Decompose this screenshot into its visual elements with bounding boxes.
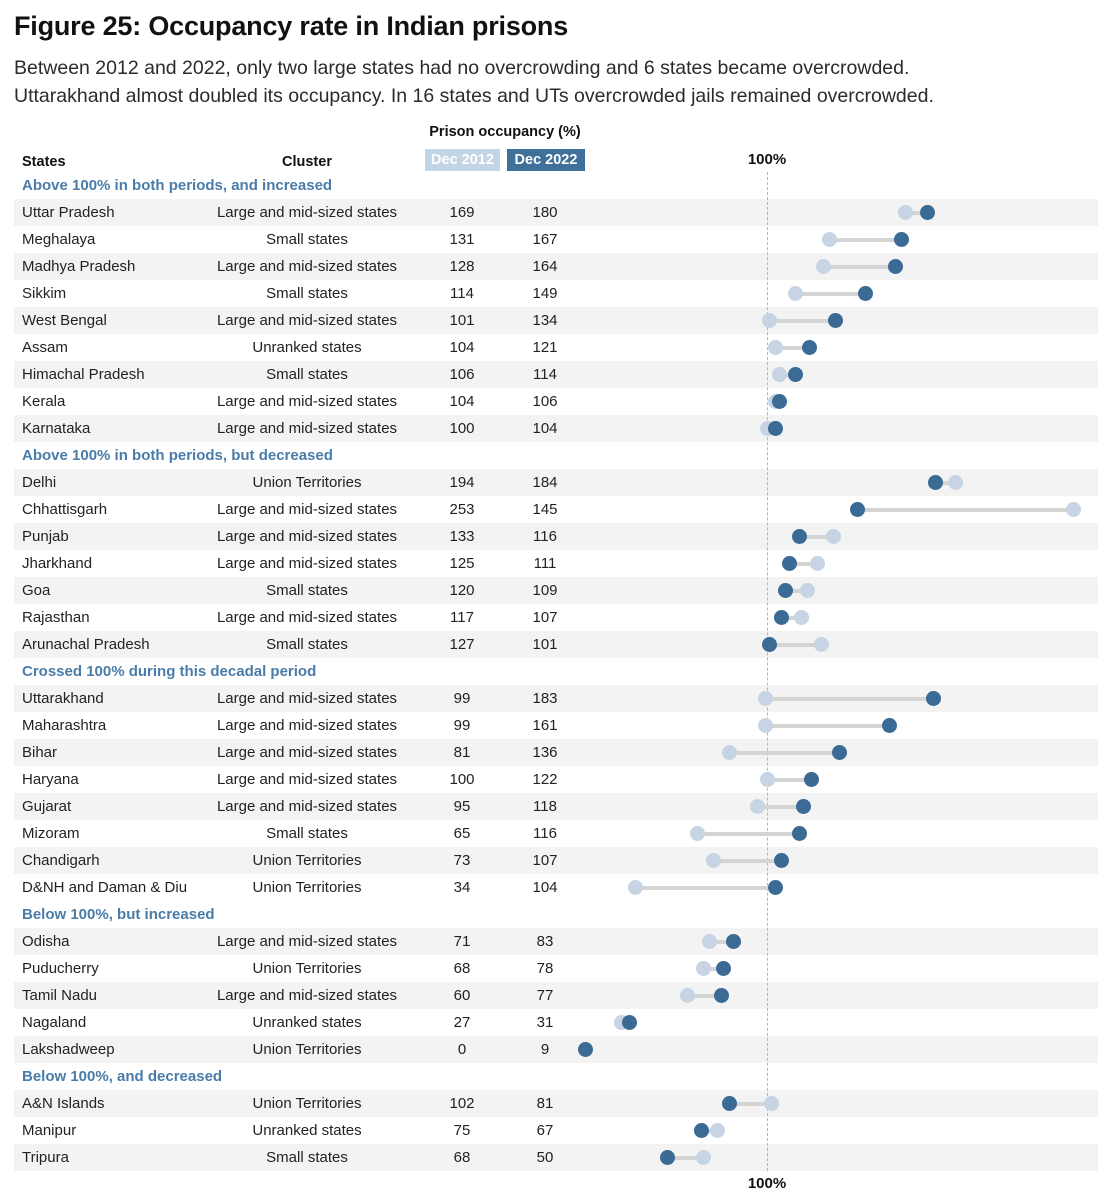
- state-name: Mizoram: [22, 825, 80, 842]
- table-row: [14, 523, 1098, 550]
- dot-2012: [696, 961, 711, 976]
- value-2012: 81: [453, 744, 471, 761]
- state-name: West Bengal: [22, 312, 107, 329]
- dot-2012: [768, 340, 783, 355]
- table-row: [14, 334, 1098, 361]
- value-2022: 180: [532, 204, 558, 221]
- table-row: [14, 1090, 1098, 1117]
- table-row: [14, 307, 1098, 334]
- dot-2022: [660, 1150, 675, 1165]
- dot-2012: [794, 610, 809, 625]
- value-2012: 60: [453, 987, 471, 1004]
- state-name: Gujarat: [22, 798, 72, 815]
- cluster-label: Small states: [266, 636, 348, 653]
- state-name: Chandigarh: [22, 852, 100, 869]
- cluster-label: Large and mid-sized states: [216, 771, 398, 788]
- cluster-label: Large and mid-sized states: [216, 798, 398, 815]
- value-2012: 100: [449, 771, 475, 788]
- cluster-label: Small states: [266, 1149, 348, 1166]
- dot-2012: [702, 934, 717, 949]
- dot-2012: [826, 529, 841, 544]
- state-name: Delhi: [22, 474, 57, 491]
- value-2022: 116: [533, 825, 557, 842]
- table-row: [14, 253, 1098, 280]
- dot-2022: [894, 232, 909, 247]
- value-2012: 99: [453, 690, 471, 707]
- state-name: Bihar: [22, 744, 58, 761]
- cluster-label: Large and mid-sized states: [216, 204, 398, 221]
- value-2022: 161: [532, 717, 558, 734]
- value-2022: 184: [532, 474, 558, 491]
- dot-2012: [696, 1150, 711, 1165]
- value-2012: 68: [453, 1149, 471, 1166]
- dot-2022: [714, 988, 729, 1003]
- dot-2022: [920, 205, 935, 220]
- dot-2022: [802, 340, 817, 355]
- reference-label-top: 100%: [747, 151, 787, 168]
- figure-title: Figure 25: Occupancy rate in Indian prisons: [14, 11, 569, 41]
- value-2012: 73: [453, 852, 471, 869]
- reference-label-bottom: 100%: [747, 1175, 787, 1192]
- subtitle-line-1: Between 2012 and 2022, only two large states had no overcrowding and 6 states became overcrowded.: [14, 57, 910, 79]
- value-2012: 114: [450, 285, 474, 302]
- dot-2012: [772, 367, 787, 382]
- dot-2022: [716, 961, 731, 976]
- state-name: Arunachal Pradesh: [22, 636, 150, 653]
- state-name: Uttarakhand: [22, 690, 104, 707]
- value-2012: 34: [453, 879, 471, 896]
- dot-2022: [774, 610, 789, 625]
- cluster-label: Union Territories: [252, 852, 362, 869]
- dot-2012: [1066, 502, 1081, 517]
- value-2022: 104: [532, 420, 558, 437]
- state-name: Tamil Nadu: [22, 987, 98, 1004]
- section-header: Crossed 100% during this decadal period: [22, 663, 317, 680]
- dot-2012: [760, 772, 775, 787]
- value-2022: 122: [532, 771, 558, 788]
- cluster-label: Union Territories: [252, 474, 362, 491]
- state-name: Nagaland: [22, 1014, 87, 1031]
- dot-2012: [816, 259, 831, 274]
- table-row: [14, 1117, 1098, 1144]
- cluster-label: Large and mid-sized states: [216, 528, 398, 545]
- value-2012: 75: [453, 1122, 471, 1139]
- state-name: Sikkim: [22, 285, 67, 302]
- cluster-label: Union Territories: [252, 960, 362, 977]
- subtitle-line-2: Uttarakhand almost doubled its occupancy. In 16 states and UTs overcrowded jails remained overcrowded.: [14, 84, 934, 107]
- table-row: [14, 820, 1098, 847]
- dot-2022: [792, 826, 807, 841]
- table-row: [14, 388, 1098, 415]
- table-row: [14, 739, 1098, 766]
- value-2022: 134: [532, 312, 558, 329]
- dot-2022: [792, 529, 807, 544]
- dot-2022: [694, 1123, 709, 1138]
- dot-2012: [948, 475, 963, 490]
- value-2012: 133: [449, 528, 475, 545]
- state-name: Maharashtra: [22, 717, 107, 734]
- state-name: Karnataka: [22, 420, 91, 437]
- state-name: D&NH and Daman & Diu: [22, 879, 188, 896]
- cluster-label: Large and mid-sized states: [216, 420, 398, 437]
- table-row: [14, 415, 1098, 442]
- state-name: Chhattisgarh: [22, 501, 108, 518]
- table-row: [14, 631, 1098, 658]
- state-name: Haryana: [22, 771, 79, 788]
- dot-2022: [782, 556, 797, 571]
- chart-header: [14, 110, 1098, 172]
- value-2022: 121: [532, 339, 558, 356]
- value-2022: 31: [536, 1014, 554, 1031]
- state-name: Odisha: [22, 933, 70, 950]
- value-2012: 95: [453, 798, 471, 815]
- table-row: [14, 496, 1098, 523]
- state-name: Himachal Pradesh: [22, 366, 145, 383]
- cluster-label: Large and mid-sized states: [216, 987, 398, 1004]
- cluster-label: Large and mid-sized states: [216, 690, 398, 707]
- value-2012: 253: [449, 501, 475, 518]
- table-row: [14, 577, 1098, 604]
- dot-2012: [800, 583, 815, 598]
- dumbbell-connector: [765, 724, 889, 728]
- dot-2022: [796, 799, 811, 814]
- dot-2022: [832, 745, 847, 760]
- cluster-label: Union Territories: [252, 1041, 362, 1058]
- value-2022: 9: [540, 1041, 550, 1058]
- table-row: [14, 1036, 1098, 1063]
- dumbbell-connector: [713, 859, 781, 863]
- value-2022: 81: [536, 1095, 554, 1112]
- value-2022: 106: [532, 393, 558, 410]
- dot-2022: [858, 286, 873, 301]
- dot-2022: [926, 691, 941, 706]
- value-2012: 65: [453, 825, 471, 842]
- dot-2012: [822, 232, 837, 247]
- section-header: Below 100%, and decreased: [22, 1068, 223, 1085]
- cluster-label: Large and mid-sized states: [216, 609, 398, 626]
- value-2012: 104: [449, 393, 475, 410]
- value-2012: 131: [449, 231, 475, 248]
- table-row: [14, 982, 1098, 1009]
- dumbbell-connector: [729, 751, 839, 755]
- table-row: [14, 685, 1098, 712]
- table-row: [14, 766, 1098, 793]
- dumbbell-connector: [769, 319, 835, 323]
- value-2022: 149: [532, 285, 558, 302]
- dot-2012: [814, 637, 829, 652]
- figure-subtitle: [14, 55, 1098, 110]
- cluster-label: Small states: [266, 825, 348, 842]
- dumbbell-connector: [795, 292, 865, 296]
- column-header-cluster: Cluster: [282, 154, 332, 170]
- dot-2022: [828, 313, 843, 328]
- occupancy-axis-label: Prison occupancy (%): [429, 124, 581, 140]
- cluster-label: Large and mid-sized states: [216, 555, 398, 572]
- value-2012: 102: [449, 1095, 475, 1112]
- state-name: A&N Islands: [22, 1095, 105, 1112]
- dot-2022: [804, 772, 819, 787]
- dot-2022: [772, 394, 787, 409]
- dot-2022: [774, 853, 789, 868]
- table-row: [14, 550, 1098, 577]
- value-2022: 50: [536, 1149, 554, 1166]
- state-name: Madhya Pradesh: [22, 258, 136, 275]
- dot-2012: [758, 691, 773, 706]
- value-2012: 101: [449, 312, 475, 329]
- cluster-label: Small states: [266, 285, 348, 302]
- value-2022: 77: [536, 987, 554, 1004]
- value-2012: 68: [453, 960, 471, 977]
- table-row: [14, 469, 1098, 496]
- state-name: Assam: [22, 339, 68, 356]
- value-2022: 67: [536, 1122, 554, 1139]
- value-2012: 194: [449, 474, 475, 491]
- state-name: Jharkhand: [22, 555, 93, 572]
- cluster-label: Unranked states: [252, 339, 362, 356]
- value-2022: 107: [532, 852, 558, 869]
- dot-2022: [768, 880, 783, 895]
- cluster-label: Large and mid-sized states: [216, 717, 398, 734]
- dumbbell-connector: [765, 697, 933, 701]
- dot-2012: [810, 556, 825, 571]
- cluster-label: Small states: [266, 582, 348, 599]
- value-2022: 164: [532, 258, 558, 275]
- table-row: [14, 1144, 1098, 1171]
- dumbbell-connector: [829, 238, 901, 242]
- cluster-label: Unranked states: [252, 1122, 362, 1139]
- table-row: [14, 712, 1098, 739]
- value-2012: 100: [449, 420, 475, 437]
- value-2022: 116: [533, 528, 557, 545]
- value-2012: 169: [449, 204, 475, 221]
- dot-2012: [710, 1123, 725, 1138]
- value-2022: 101: [532, 636, 558, 653]
- table-row: [14, 199, 1098, 226]
- table-row: [14, 793, 1098, 820]
- dot-2012: [628, 880, 643, 895]
- state-name: Puducherry: [22, 960, 99, 977]
- state-name: Goa: [22, 582, 51, 599]
- dot-2022: [578, 1042, 593, 1057]
- table-row: [14, 874, 1098, 901]
- section-header: Above 100% in both periods, but decreased: [22, 447, 333, 464]
- dumbbell-connector: [857, 508, 1073, 512]
- cluster-label: Small states: [266, 231, 348, 248]
- state-name: Punjab: [22, 528, 69, 545]
- table-row: [14, 226, 1098, 253]
- value-2012: 127: [449, 636, 475, 653]
- cluster-label: Union Territories: [252, 879, 362, 896]
- table-row: [14, 847, 1098, 874]
- value-2012: 117: [450, 609, 474, 626]
- dot-2022: [762, 637, 777, 652]
- state-name: Uttar Pradesh: [22, 204, 115, 221]
- dot-2022: [622, 1015, 637, 1030]
- table-row: [14, 1009, 1098, 1036]
- value-2022: 109: [532, 582, 558, 599]
- state-name: Meghalaya: [22, 231, 96, 248]
- dot-2022: [928, 475, 943, 490]
- dot-2022: [722, 1096, 737, 1111]
- chart-table: [14, 172, 1098, 1171]
- value-2022: 104: [532, 879, 558, 896]
- state-name: Kerala: [22, 393, 66, 410]
- state-name: Manipur: [22, 1122, 77, 1139]
- state-name: Rajasthan: [22, 609, 90, 626]
- cluster-label: Large and mid-sized states: [216, 744, 398, 761]
- cluster-label: Large and mid-sized states: [216, 501, 398, 518]
- value-2012: 128: [449, 258, 475, 275]
- dot-2012: [788, 286, 803, 301]
- value-2022: 78: [536, 960, 554, 977]
- value-2022: 167: [532, 231, 558, 248]
- dot-2022: [882, 718, 897, 733]
- value-2012: 71: [453, 933, 471, 950]
- dumbbell-connector: [635, 886, 775, 890]
- dot-2022: [726, 934, 741, 949]
- value-2022: 145: [532, 501, 558, 518]
- dot-2012: [690, 826, 705, 841]
- table-row: [14, 604, 1098, 631]
- dot-2022: [888, 259, 903, 274]
- column-header-states: States: [22, 154, 66, 170]
- cluster-label: Large and mid-sized states: [216, 393, 398, 410]
- dot-2012: [680, 988, 695, 1003]
- value-2012: 106: [449, 366, 475, 383]
- state-name: Tripura: [22, 1149, 69, 1166]
- value-2012: 120: [449, 582, 475, 599]
- value-2012: 0: [457, 1041, 467, 1058]
- table-row: [14, 955, 1098, 982]
- value-2012: 125: [449, 555, 475, 572]
- dumbbell-connector: [823, 265, 895, 269]
- dot-2022: [778, 583, 793, 598]
- dot-2012: [762, 313, 777, 328]
- dot-2012: [750, 799, 765, 814]
- legend-badge-dec2012: Dec 2012: [425, 149, 500, 171]
- value-2012: 27: [453, 1014, 471, 1031]
- cluster-label: Large and mid-sized states: [216, 258, 398, 275]
- value-2022: 136: [532, 744, 558, 761]
- value-2022: 183: [532, 690, 558, 707]
- value-2022: 111: [533, 555, 557, 572]
- table-row: [14, 280, 1098, 307]
- dot-2012: [764, 1096, 779, 1111]
- dot-2022: [768, 421, 783, 436]
- cluster-label: Small states: [266, 366, 348, 383]
- dot-2022: [850, 502, 865, 517]
- cluster-label: Union Territories: [252, 1095, 362, 1112]
- dot-2022: [788, 367, 803, 382]
- dot-2012: [898, 205, 913, 220]
- section-header: Above 100% in both periods, and increased: [22, 177, 333, 194]
- table-row: [14, 361, 1098, 388]
- value-2012: 104: [449, 339, 475, 356]
- dot-2012: [758, 718, 773, 733]
- table-row: [14, 928, 1098, 955]
- section-header: Below 100%, but increased: [22, 906, 215, 923]
- value-2022: 83: [536, 933, 554, 950]
- dot-2012: [722, 745, 737, 760]
- value-2022: 114: [533, 366, 557, 383]
- cluster-label: Large and mid-sized states: [216, 312, 398, 329]
- cluster-label: Unranked states: [252, 1014, 362, 1031]
- state-name: Lakshadweep: [22, 1041, 115, 1058]
- legend-badge-dec2022: Dec 2022: [507, 149, 585, 171]
- cluster-label: Large and mid-sized states: [216, 933, 398, 950]
- value-2022: 107: [532, 609, 558, 626]
- dot-2012: [706, 853, 721, 868]
- value-2022: 118: [533, 798, 557, 815]
- dumbbell-connector: [697, 832, 799, 836]
- value-2012: 99: [453, 717, 471, 734]
